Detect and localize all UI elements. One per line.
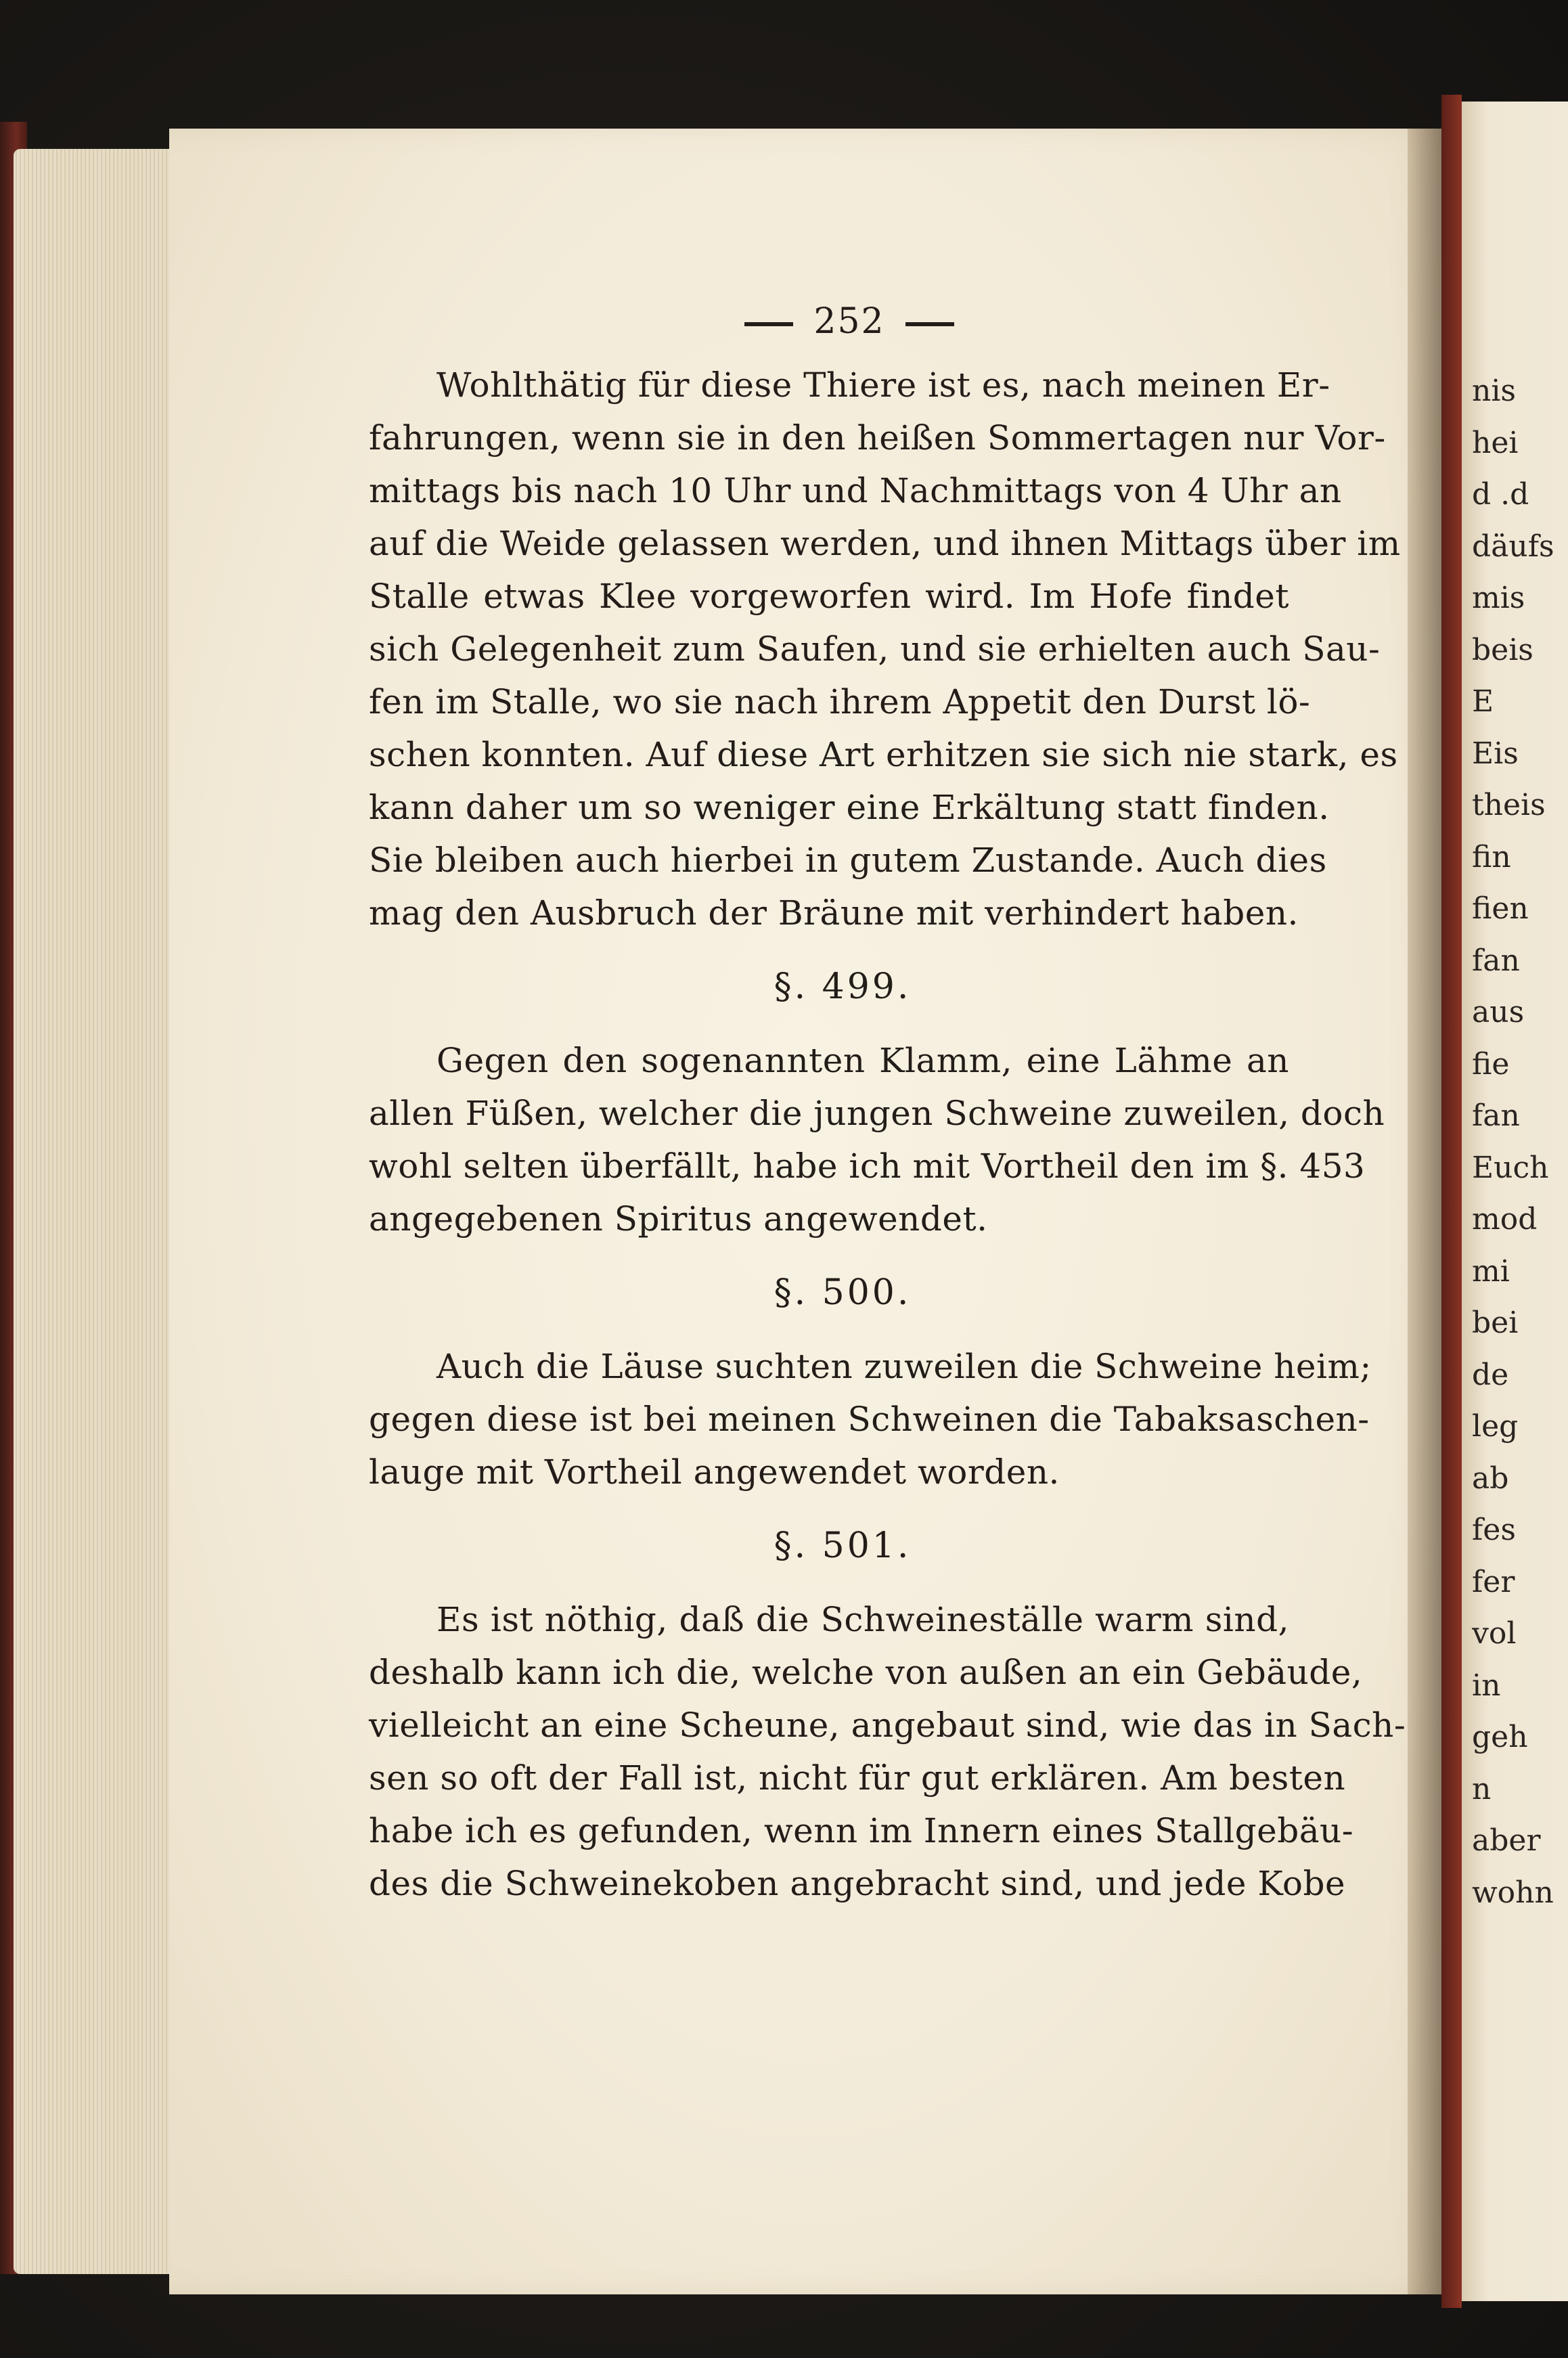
facing-page-fragment: leg bbox=[1472, 1409, 1519, 1444]
facing-page-fragment: E bbox=[1472, 684, 1494, 719]
section-499 bbox=[369, 939, 1385, 1245]
dash-right bbox=[905, 322, 954, 326]
text-line: mag den Ausbruch der Bräune mit verhindert haben. bbox=[369, 893, 1299, 933]
text-line: habe ich es gefunden, wenn im Innern eines Stallgebäu- bbox=[369, 1811, 1354, 1850]
text-line: Auch die Läuse suchten zuweilen die Schweine heim; bbox=[436, 1347, 1372, 1386]
text-line: angegebenen Spiritus angewendet. bbox=[369, 1199, 988, 1239]
facing-page-fragment: aber bbox=[1472, 1823, 1541, 1858]
text-line: Wohlthätig für diese Thiere ist es, nach meinen Er- bbox=[436, 365, 1330, 405]
facing-page-fragment: hei bbox=[1472, 425, 1519, 460]
text-line: Stalle etwas Klee vorgeworfen wird. Im Hofe findet bbox=[369, 577, 1289, 616]
facing-page-fragment: fan bbox=[1472, 943, 1520, 978]
facing-page-fragment: geh bbox=[1472, 1720, 1528, 1754]
section-501 bbox=[369, 1498, 1406, 1910]
text-line: lauge mit Vortheil angewendet worden. bbox=[369, 1452, 1060, 1492]
text-line: sich Gelegenheit zum Saufen, und sie erhielten auch Sau- bbox=[369, 629, 1381, 669]
section-500 bbox=[369, 1245, 1372, 1498]
text-line: Es ist nöthig, daß die Schweineställe warm sind, bbox=[436, 1600, 1289, 1639]
text-line: gegen diese ist bei meinen Schweinen die Tabaksaschen- bbox=[369, 1400, 1370, 1439]
section-heading: §. 501. bbox=[774, 1526, 912, 1566]
facing-page-fragment: fin bbox=[1472, 839, 1511, 874]
facing-page-fragment: nis bbox=[1472, 374, 1516, 408]
facing-page-text bbox=[1472, 365, 1567, 1919]
text-line: wohl selten überfällt, habe ich mit Vortheil den im §. 453 bbox=[369, 1147, 1366, 1186]
facing-page-fragment: fer bbox=[1472, 1564, 1515, 1599]
facing-page-fragment: däufs bbox=[1472, 529, 1554, 564]
page-text bbox=[369, 284, 1406, 1910]
facing-page-fragment: de bbox=[1472, 1357, 1509, 1392]
text-line: vielleicht an eine Scheune, angebaut sind, wie das in Sach- bbox=[369, 1706, 1406, 1745]
dash-left bbox=[744, 322, 793, 326]
text-line: auf die Weide gelassen werden, und ihnen Mittags über im bbox=[369, 524, 1401, 563]
facing-page-fragment: vol bbox=[1472, 1616, 1517, 1651]
page-number bbox=[409, 284, 1289, 359]
facing-page-fragment: n bbox=[1472, 1771, 1492, 1806]
text-line: fahrungen, wenn sie in den heißen Sommertagen nur Vor- bbox=[369, 418, 1386, 458]
text-line: sen so oft der Fall ist, nicht für gut erklären. Am besten bbox=[369, 1758, 1346, 1798]
facing-page-fragment: wohn bbox=[1472, 1875, 1554, 1910]
facing-page-fragment: Eis bbox=[1472, 736, 1519, 771]
text-line: allen Füßen, welcher die jungen Schweine zuweilen, doch bbox=[369, 1094, 1385, 1133]
facing-page-fragment: mi bbox=[1472, 1253, 1510, 1289]
page-edges bbox=[14, 149, 183, 2274]
text-line: deshalb kann ich die, welche von außen an ein Gebäude, bbox=[369, 1653, 1363, 1692]
facing-page-fragment: mod bbox=[1472, 1202, 1538, 1237]
facing-page-fragment: d .d bbox=[1472, 477, 1529, 512]
facing-page-fragment: fien bbox=[1472, 891, 1529, 926]
facing-page-fragment: mis bbox=[1472, 581, 1525, 615]
text-line: des die Schweinekoben angebracht sind, und jede Kobe bbox=[369, 1864, 1346, 1903]
facing-page-fragment: in bbox=[1472, 1668, 1501, 1703]
text-line: fen im Stalle, wo sie nach ihrem Appetit den Durst lö- bbox=[369, 682, 1311, 721]
facing-page-fragment: fie bbox=[1472, 1046, 1510, 1082]
text-line: schen konnten. Auf diese Art erhitzen sie sich nie stark, es bbox=[369, 735, 1398, 774]
text-line: kann daher um so weniger eine Erkältung statt finden. bbox=[369, 788, 1330, 827]
facing-page-fragment: fan bbox=[1472, 1098, 1520, 1133]
section-heading: §. 499. bbox=[774, 966, 912, 1007]
text-line: Sie bleiben auch hierbei in gutem Zustande. Auch dies bbox=[369, 841, 1327, 880]
page-number-value: 252 bbox=[813, 301, 885, 342]
facing-page-fragment: Euch bbox=[1472, 1150, 1549, 1185]
facing-page-fragment: theis bbox=[1472, 788, 1546, 822]
facing-page-fragment: fes bbox=[1472, 1513, 1516, 1547]
text-line: Gegen den sogenannten Klamm, eine Lähme an bbox=[436, 1041, 1289, 1080]
facing-page-fragment: aus bbox=[1472, 995, 1525, 1029]
facing-page-fragment: ab bbox=[1472, 1461, 1509, 1496]
section-heading: §. 500. bbox=[774, 1272, 912, 1313]
paragraph-intro bbox=[369, 359, 1401, 939]
text-line: mittags bis nach 10 Uhr und Nachmittags von 4 Uhr an bbox=[369, 471, 1342, 510]
book-binding-right bbox=[1441, 95, 1462, 2308]
facing-page-fragment: beis bbox=[1472, 632, 1533, 667]
facing-page-fragment: bei bbox=[1472, 1306, 1519, 1340]
